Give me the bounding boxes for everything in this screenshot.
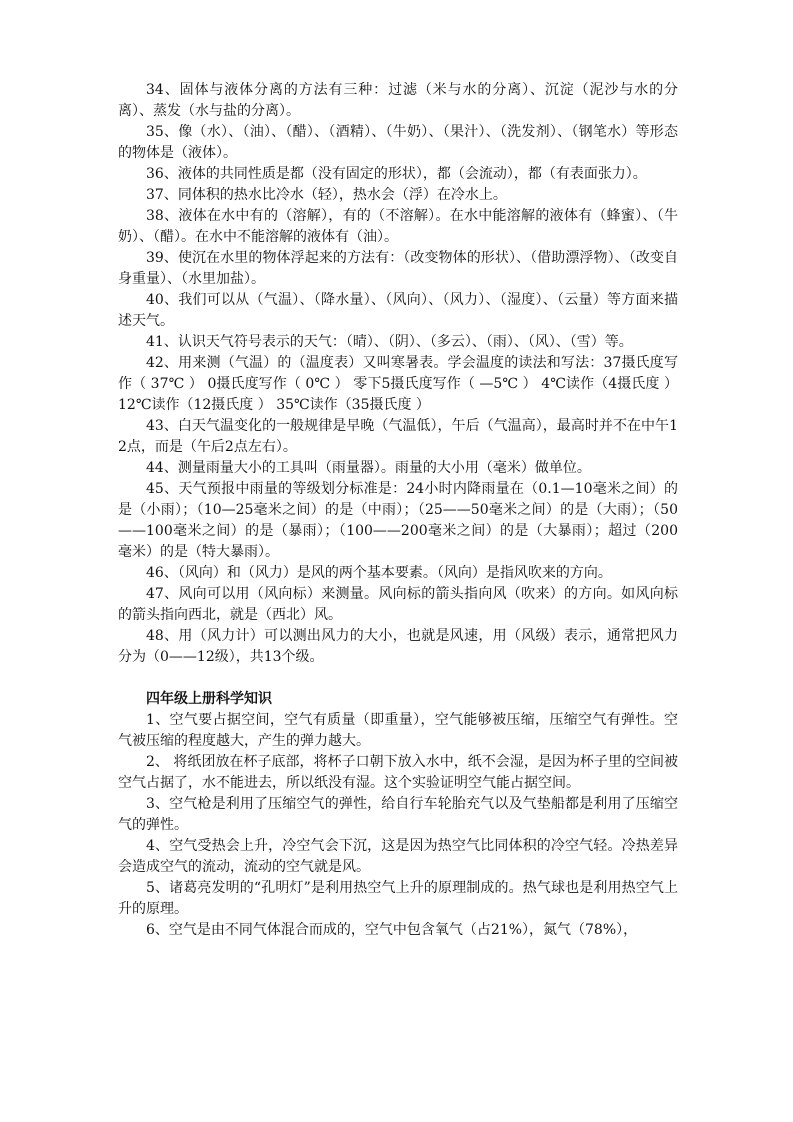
item-35: 35、像（水）、（油）、（醋）、（酒精）、（牛奶）、（果汁）、（洗发剂）、（钢笔水）等形态的物体是（液体）。 xyxy=(118,124,678,161)
item-39: 39、使沉在水里的物体浮起来的方法有：（改变物体的形状）、（借助漂浮物）、（改变自身重量）、（水里加盐）。 xyxy=(118,250,678,287)
item-45: 45、天气预报中雨量的等级划分标准是：24小时内降雨量在（0.1—10毫米之间）的是（小雨）；（10—25毫米之间）的是（中雨）；（25——50毫米之间）的是（大雨）；（50——100毫米之间）的是（暴雨）；（100——200毫米之间）的是（大暴雨）；超过（200毫米）的是（特大暴雨）。 xyxy=(118,481,678,560)
grade4-item-2: 2、 将纸团放在杯子底部，将杯子口朝下放入水中，纸不会湿，是因为杯子里的空间被空气占据了，水不能进去，所以纸没有湿。这个实验证明空气能占据空间。 xyxy=(118,754,678,791)
item-48: 48、用（风力计）可以测出风力的大小，也就是风速，用（风级）表示，通常把风力分为（0——12级），共13个级。 xyxy=(118,628,678,665)
item-36: 36、液体的共同性质是都（没有固定的形状），都（会流动），都（有表面张力）。 xyxy=(146,166,647,182)
grade4-item-6: 6、空气是由不同气体混合而成的，空气中包含氧气（占21%），氮气（78%）， xyxy=(146,922,638,938)
document-page xyxy=(118,80,678,941)
item-47: 47、风向可以用（风向标）来测量。风向标的箭头指向风（吹来）的方向。如风向标的箭头指向西北，就是（西北）风。 xyxy=(118,586,678,623)
item-41: 41、认识天气符号表示的天气：（晴）、（阴）、（多云）、（雨）、（风）、（雪）等。 xyxy=(146,334,633,350)
grade4-item-5: 5、诸葛亮发明的“孔明灯”是利用热空气上升的原理制成的。热气球也是利用热空气上升的原理。 xyxy=(118,880,678,917)
item-46: 46、（风向）和（风力）是风的两个基本要素。（风向）是指风吹来的方向。 xyxy=(146,565,612,581)
grade4-item-3: 3、空气枪是利用了压缩空气的弹性，给自行车轮胎充气以及气垫船都是利用了压缩空气的弹性。 xyxy=(118,796,678,833)
item-42: 42、用来测（气温）的（温度表）又叫寒暑表。学会温度的读法和写法：37摄氏度写作（ 37℃ ） 0摄氏度写作（ 0℃ ） 零下5摄氏度写作（ —5℃ ） 4℃读作（4摄氏度 ） 12℃读作（12摄氏度 ） 35℃读作（35摄氏度 ） xyxy=(118,355,678,413)
grade4-item-1: 1、空气要占据空间，空气有质量（即重量），空气能够被压缩，压缩空气有弹性。空气被压缩的程度越大，产生的弹力越大。 xyxy=(118,712,678,749)
item-43: 43、白天气温变化的一般规律是早晚（气温低），午后（气温高），最高时并不在中午12点，而是（午后2点左右）。 xyxy=(118,418,678,455)
item-34: 34、固体与液体分离的方法有三种：过滤（米与水的分离）、沉淀（泥沙与水的分离）、蒸发（水与盐的分离）。 xyxy=(118,82,678,119)
grade4-item-4: 4、空气受热会上升，冷空气会下沉，这是因为热空气比同体积的冷空气轻。冷热差异会造成空气的流动，流动的空气就是风。 xyxy=(118,838,678,875)
item-44: 44、测量雨量大小的工具叫（雨量器）。雨量的大小用（毫米）做单位。 xyxy=(146,460,591,476)
item-40: 40、我们可以从（气温）、（降水量）、（风向）、（风力）、（湿度）、（云量）等方面来描述天气。 xyxy=(118,292,678,329)
item-38: 38、液体在水中有的（溶解），有的（不溶解）。在水中能溶解的液体有（蜂蜜）、（牛奶）、（醋）。在水中不能溶解的液体有（油）。 xyxy=(118,208,678,245)
item-37: 37、同体积的热水比冷水（轻），热水会（浮）在冷水上。 xyxy=(146,187,507,203)
section-heading: 四年级上册科学知识 xyxy=(146,691,272,707)
